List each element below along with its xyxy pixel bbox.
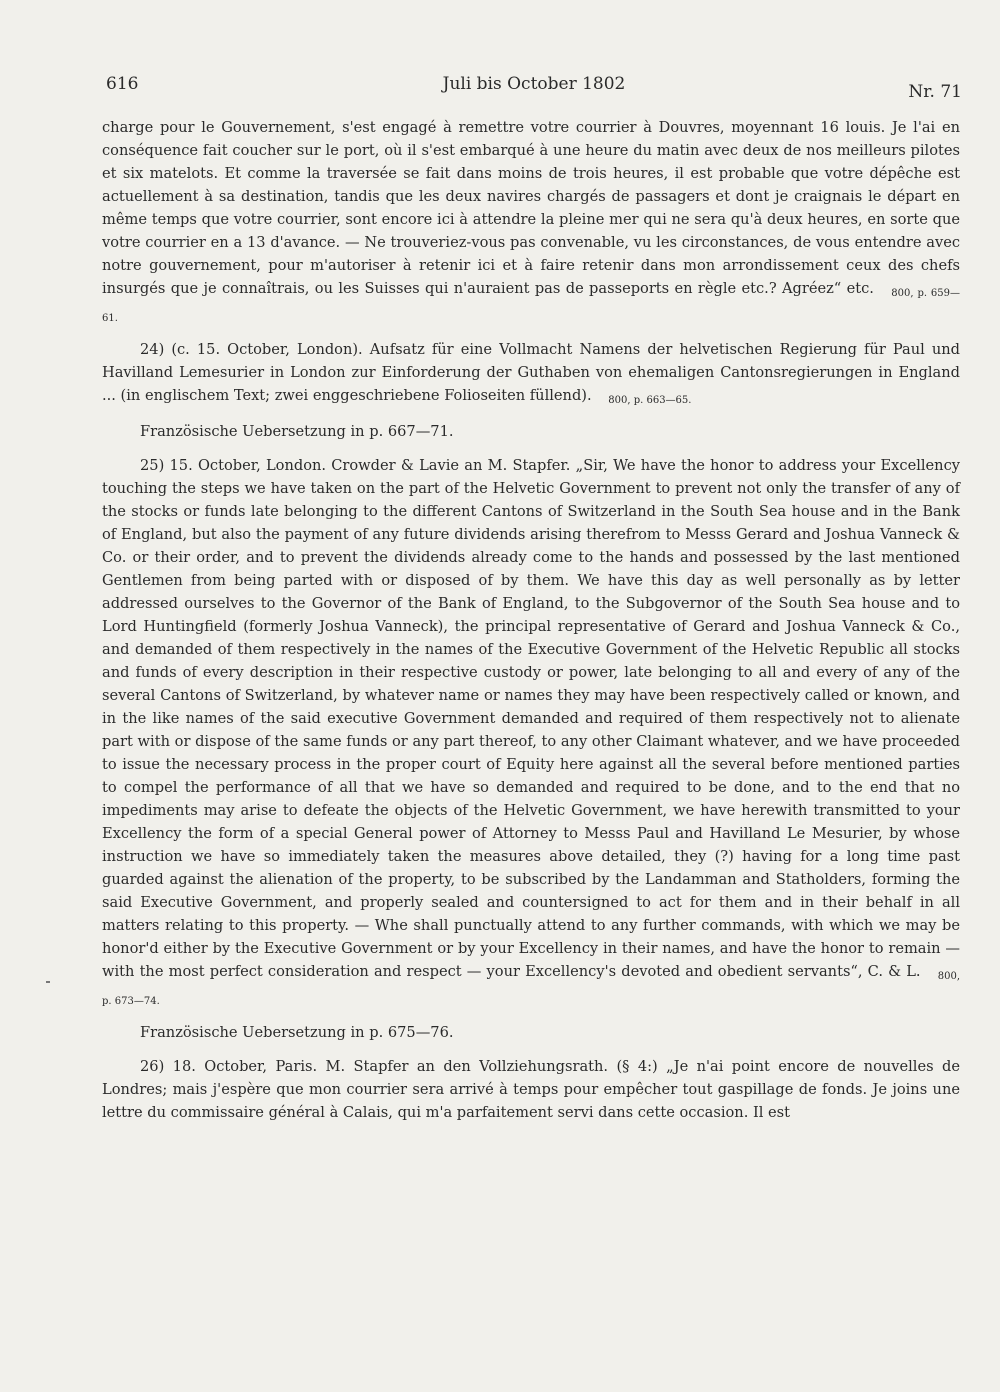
archive-reference: 800, p. 673—74. xyxy=(102,971,960,1007)
paragraph-text: 26) 18. October, Paris. M. Stapfer an den Vollziehungsrath. (§ 4:) „Je n'ai point encore de nouvelles de Londres; mais j'espère que mon courrier sera arrivé à temps pour empêcher tout gaspillage de fonds. Je joins une lettre du commissaire général à Calais, qui m'a parfaitement servi dans cette occasion. Il est xyxy=(102,1058,960,1121)
paragraph-continuation xyxy=(102,116,960,327)
paragraph-text: Französische Uebersetzung in p. 667—71. xyxy=(140,423,454,440)
archive-reference: 800, p. 659—61. xyxy=(102,288,961,324)
paragraph-translation-note xyxy=(102,1021,960,1044)
document-number: Nr. 71 xyxy=(908,82,962,102)
running-title: Juli bis October 1802 xyxy=(442,74,626,94)
paragraph-translation-note xyxy=(102,420,960,443)
paragraph-entry-24 xyxy=(102,338,960,409)
page-body xyxy=(102,116,960,1135)
archive-reference: 800, p. 663—65. xyxy=(608,395,692,406)
paragraph-text: 24) (c. 15. October, London). Aufsatz für eine Vollmacht Namens der helvetischen Regierung für Paul und Havilland Lemesurier in London zur Einforderung der Guthaben von ehemaligen Cantonsregierungen in England ... (in englischem Text; zwei enggeschriebene Folioseiten füllend). xyxy=(102,341,960,404)
margin-mark xyxy=(46,981,50,983)
page-number: 616 xyxy=(106,74,139,94)
paragraph-text: 25) 15. October, London. Crowder & Lavie an M. Stapfer. „Sir, We have the honor to address your Excellency touching the steps we have taken on the part of the Helvetic Government to prevent not only the transfer of any of the stocks or funds late belonging to the different Cantons of Switzerland in the South Sea house and in the Bank of England, but also the payment of any future dividends arising therefrom to Messs Gerard and Joshua Vanneck & Co. or their order, and to prevent the dividends already come to the hands and possessed by the last mentioned Gentlemen from being parted with or disposed of by them. We have this day as well personally as by letter addressed ourselves to the Governor of the Bank of England, to the Subgovernor of the South Sea house and to Lord Huntingfield (formerly Joshua Vanneck), the principal representative of Gerard and Joshua Vanneck & Co., and demanded of them respectively in the names of the Executive Government of the Helvetic Republic all stocks and funds of every description in their respective custody or power, late belonging to all and every of any of the several Cantons of Switzerland, by whatever name or names they may have been respectively called or known, and in the like names of the said executive Government demanded and required of them respectively not to alienate part with or dispose of the same funds or any part thereof, to any other Claimant whatever, and we have proceeded to issue the necessary process in the proper court of Equity here against all the several before mentioned parties to compel the performance of all that we have so demanded and required to be done, and to the end that no impediments may arise to defeate the objects of the Helvetic Government, we have herewith transmitted to your Excellency the form of a special General power of Attorney to Messs Paul and Havilland Le Mesurier, by whose instruction we have so immediately taken the measures above detailed, they (?) having for a long time past guarded against the alienation of the property, to be subscribed by the Landamman and Statholders, forming the said Executive Government, and properly sealed and countersigned to act for them and in their behalf in all matters relating to this property. — Whe shall punctually attend to any further commands, with which we may be honor'd either by the Executive Government or by your Excellency in their names, and have the honor to remain — with the most perfect consideration and respect — your Excellency's devoted and obedient servants“, C. & L. xyxy=(102,457,960,980)
paragraph-entry-25 xyxy=(102,454,960,1010)
paragraph-text: Französische Uebersetzung in p. 675—76. xyxy=(140,1024,454,1041)
paragraph-entry-26 xyxy=(102,1055,960,1124)
paragraph-text: charge pour le Gouvernement, s'est engagé à remettre votre courrier à Douvres, moyennant 16 louis. Je l'ai en conséquence fait coucher sur le port, où il s'est embarqué à une heure du matin avec deux de nos meilleurs pilotes et six matelots. Et comme la traversée se fait dans moins de trois heures, il est probable que votre dépêche est actuellement à sa destination, tandis que les deux navires chargés de passagers et dont je craignais le départ en même temps que votre courrier, sont encore ici à attendre la pleine mer qui ne sera qu'à deux heures, en sorte que votre courrier en a 13 d'avance. — Ne trouveriez-vous pas convenable, vu les circonstances, de vous entendre avec notre gouvernement, pour m'autoriser à retenir ici et à faire retenir dans mon arrondissement ceux des chefs insurgés que je connaîtrais, ou les Suisses qui n'auraient pas de passeports en règle etc.? Agréez“ etc. xyxy=(102,119,960,297)
page-header xyxy=(106,74,962,104)
